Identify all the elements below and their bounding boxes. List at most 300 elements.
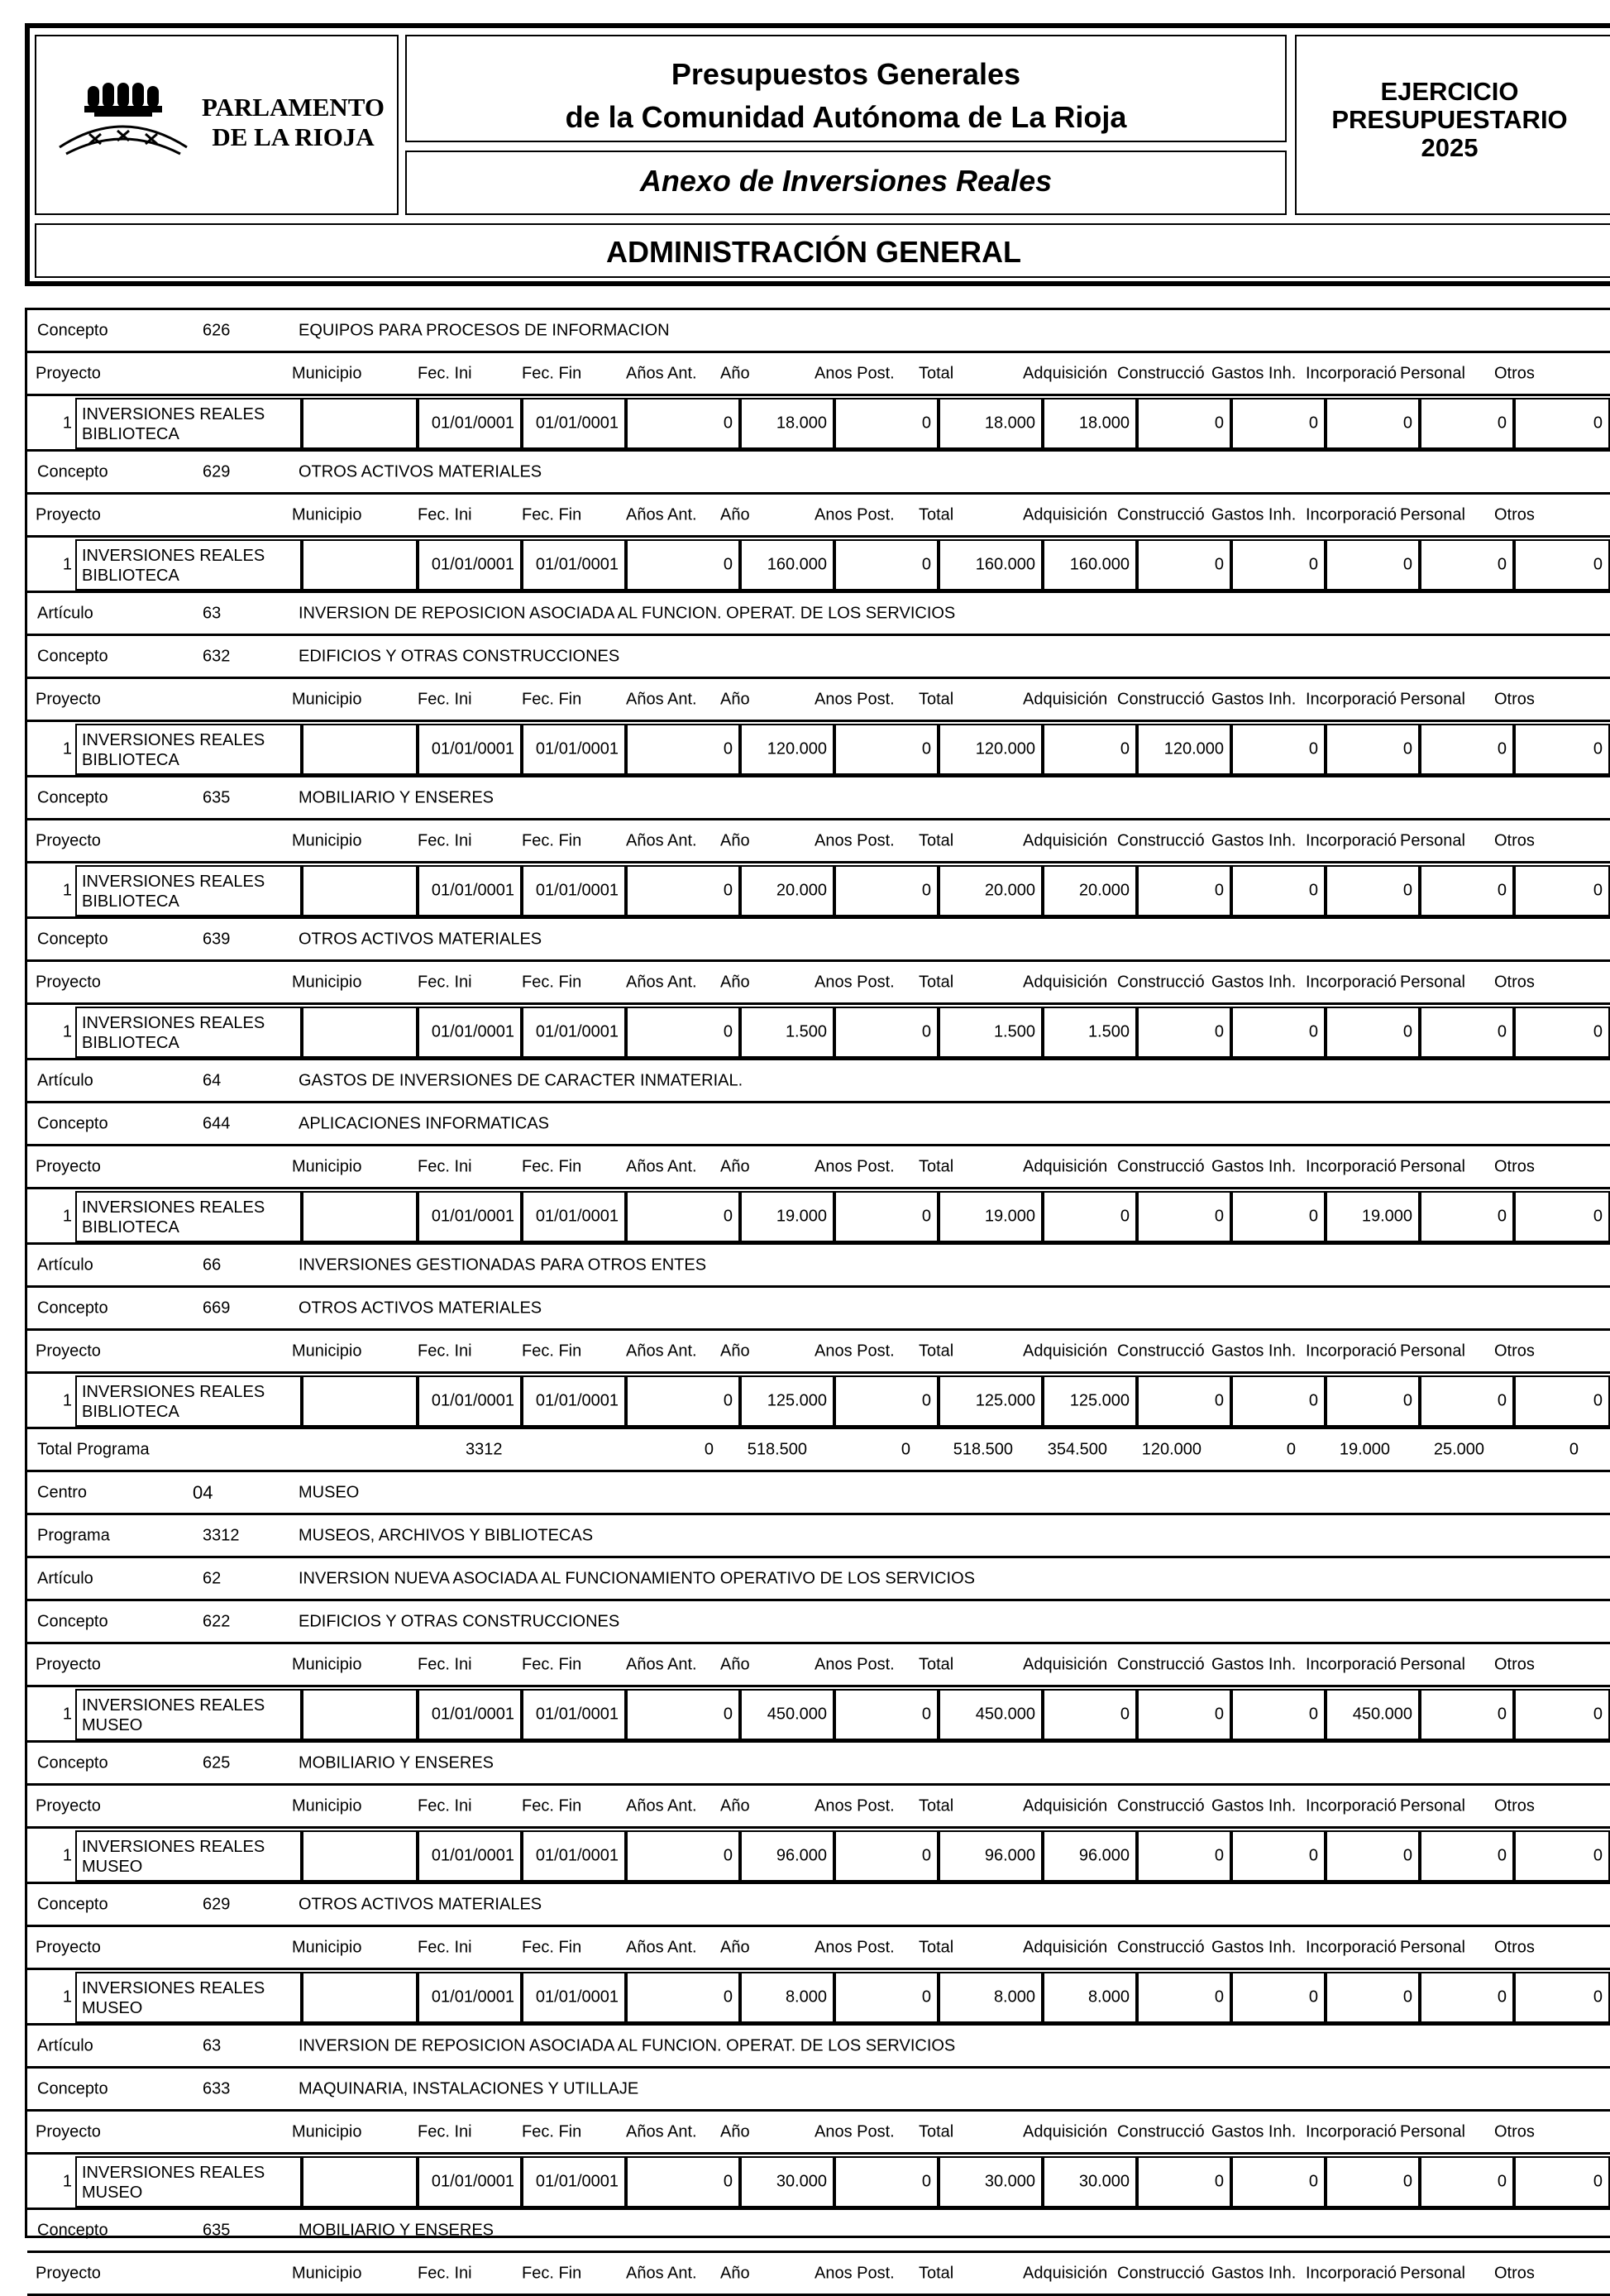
row-code: 632 — [203, 647, 231, 665]
row-number-value: 1 — [62, 555, 72, 574]
adquisicion-cell — [1043, 724, 1137, 775]
total-anos_post: 0 — [901, 1440, 910, 1458]
column-header: Construcció — [1117, 973, 1205, 991]
personal-value: 0 — [1497, 414, 1507, 433]
incorporacion-cell — [1326, 1972, 1420, 2023]
column-header: Año — [720, 1796, 750, 1815]
adquisicion-value: 125.000 — [1069, 1391, 1130, 1410]
row-code: 62 — [203, 1569, 222, 1587]
row-number-value: 1 — [62, 1022, 72, 1041]
total-code: 3312 — [466, 1440, 503, 1458]
anos_ant-value: 0 — [723, 2172, 733, 2191]
anos_ant-value: 0 — [723, 1207, 733, 1226]
column-header-row — [27, 1644, 1610, 1687]
logo-line-2: DE LA RIOJA — [212, 122, 375, 151]
column-header: Adquisición — [1023, 1796, 1108, 1815]
column-header: Municipio — [292, 505, 362, 524]
ano-cell — [740, 2156, 834, 2208]
otros-cell — [1514, 865, 1610, 916]
fec_ini-cell — [418, 1191, 522, 1242]
gastos-cell — [1231, 1375, 1326, 1427]
adquisicion-cell — [1043, 1972, 1137, 2023]
column-header: Fec. Fin — [522, 1157, 582, 1175]
gastos-value: 0 — [1308, 1846, 1318, 1865]
column-header: Otros — [1494, 2264, 1535, 2282]
column-header: Total — [919, 505, 954, 524]
row-type: Concepto — [37, 788, 108, 806]
personal-value: 0 — [1497, 555, 1507, 574]
anos_post-cell — [834, 1007, 939, 1058]
construccion-value: 0 — [1214, 414, 1224, 433]
fec_ini-cell — [418, 1972, 522, 2023]
column-header: Otros — [1494, 364, 1535, 382]
section-row-concepto — [27, 636, 1610, 679]
column-header: Proyecto — [36, 1157, 101, 1175]
logo-text — [202, 93, 385, 152]
anos_post-value: 0 — [921, 1207, 931, 1226]
column-header: Gastos Inh. — [1211, 690, 1297, 708]
project-name: INVERSIONES REALES BIBLIOTECA — [82, 405, 265, 443]
anos_ant-cell — [626, 1375, 740, 1427]
otros-value: 0 — [1593, 1846, 1603, 1865]
column-header: Otros — [1494, 1938, 1535, 1956]
fec_ini-value: 01/01/0001 — [431, 1987, 514, 2007]
gastos-value: 0 — [1308, 555, 1318, 574]
otros-cell — [1514, 2156, 1610, 2208]
ano-cell — [740, 1830, 834, 1882]
fec_ini-value: 01/01/0001 — [431, 555, 514, 574]
incorporacion-value: 0 — [1402, 2172, 1412, 2191]
total-gastos: 0 — [1286, 1440, 1296, 1458]
column-header: Fec. Ini — [418, 364, 472, 382]
column-header: Proyecto — [36, 973, 101, 991]
gastos-cell — [1231, 724, 1326, 775]
section-row-concepto — [27, 1288, 1610, 1331]
column-header: Gastos Inh. — [1211, 1342, 1297, 1360]
column-header: Anos Post. — [815, 364, 895, 382]
column-header: Otros — [1494, 2122, 1535, 2141]
project-name: INVERSIONES REALES BIBLIOTECA — [82, 547, 265, 585]
row-code: 625 — [203, 1753, 231, 1772]
otros-value: 0 — [1593, 1391, 1603, 1410]
ano-value: 160.000 — [767, 555, 827, 574]
personal-cell — [1420, 1972, 1514, 2023]
column-header: Anos Post. — [815, 1655, 895, 1673]
column-header: Gastos Inh. — [1211, 2264, 1297, 2282]
row-description: EDIFICIOS Y OTRAS CONSTRUCCIONES — [299, 1612, 620, 1630]
column-header: Personal — [1400, 1655, 1465, 1673]
ejercicio-label — [1297, 78, 1603, 162]
incorporacion-value: 0 — [1402, 739, 1412, 758]
construccion-cell — [1137, 724, 1231, 775]
fec_fin-value: 01/01/0001 — [535, 1705, 619, 1724]
municipio-cell — [302, 1007, 418, 1058]
project-name-cell — [75, 1007, 302, 1058]
incorporacion-cell — [1326, 398, 1420, 449]
row-code: 633 — [203, 2079, 231, 2097]
column-header: Otros — [1494, 1342, 1535, 1360]
anos_post-value: 0 — [921, 1022, 931, 1041]
gastos-cell — [1231, 1830, 1326, 1882]
fec_ini-value: 01/01/0001 — [431, 881, 514, 900]
total-incorporacion: 19.000 — [1339, 1440, 1390, 1458]
column-header: Años Ant. — [626, 1796, 697, 1815]
incorporacion-cell — [1326, 539, 1420, 591]
incorporacion-cell — [1326, 1191, 1420, 1242]
section-row-concepto — [27, 310, 1610, 353]
column-header-row — [27, 1146, 1610, 1189]
project-name-cell — [75, 865, 302, 916]
anos_post-cell — [834, 2156, 939, 2208]
column-header-row — [27, 1331, 1610, 1374]
column-header: Total — [919, 364, 954, 382]
anos_post-value: 0 — [921, 881, 931, 900]
total-cell — [939, 724, 1043, 775]
municipio-cell — [302, 1375, 418, 1427]
gastos-value: 0 — [1308, 1705, 1318, 1724]
construccion-cell — [1137, 1972, 1231, 2023]
column-header: Incorporació — [1306, 1796, 1397, 1815]
column-header: Gastos Inh. — [1211, 1157, 1297, 1175]
row-number — [27, 865, 75, 916]
otros-value: 0 — [1593, 1705, 1603, 1724]
ano-value: 1.500 — [785, 1022, 827, 1041]
column-header: Otros — [1494, 505, 1535, 524]
column-header-row — [27, 679, 1610, 722]
column-header: Anos Post. — [815, 2264, 895, 2282]
column-header: Fec. Fin — [522, 831, 582, 849]
section-row-concepto — [27, 1884, 1610, 1927]
fec_fin-cell — [522, 539, 626, 591]
personal-cell — [1420, 2156, 1514, 2208]
section-row-concepto — [27, 919, 1610, 962]
column-header: Municipio — [292, 1342, 362, 1360]
municipio-cell — [302, 1972, 418, 2023]
column-header: Año — [720, 1938, 750, 1956]
fec_ini-cell — [418, 398, 522, 449]
total-cell — [939, 1689, 1043, 1740]
fec_fin-value: 01/01/0001 — [535, 739, 619, 758]
fec_fin-cell — [522, 1007, 626, 1058]
row-description: EDIFICIOS Y OTRAS CONSTRUCCIONES — [299, 647, 620, 665]
row-code: 63 — [203, 604, 222, 622]
anos_ant-cell — [626, 539, 740, 591]
otros-cell — [1514, 724, 1610, 775]
ejercicio-line-1: EJERCICIO — [1380, 77, 1519, 106]
column-header: Anos Post. — [815, 1796, 895, 1815]
otros-value: 0 — [1593, 881, 1603, 900]
project-name: INVERSIONES REALES MUSEO — [82, 1838, 265, 1876]
column-header: Año — [720, 690, 750, 708]
anos_ant-cell — [626, 865, 740, 916]
column-header: Total — [919, 1655, 954, 1673]
anos_ant-cell — [626, 2156, 740, 2208]
incorporacion-value: 19.000 — [1361, 1207, 1412, 1226]
column-header: Incorporació — [1306, 2264, 1397, 2282]
incorporacion-value: 0 — [1402, 1391, 1412, 1410]
column-header: Incorporació — [1306, 690, 1397, 708]
row-type: Concepto — [37, 647, 108, 665]
budget-table — [25, 308, 1610, 2282]
total-construccion: 120.000 — [1141, 1440, 1202, 1458]
row-number-value: 1 — [62, 739, 72, 758]
column-header: Anos Post. — [815, 831, 895, 849]
column-header: Años Ant. — [626, 1655, 697, 1673]
project-name: INVERSIONES REALES BIBLIOTECA — [82, 873, 265, 911]
total-value: 8.000 — [993, 1987, 1035, 2007]
section-row-concepto — [27, 777, 1610, 820]
construccion-cell — [1137, 1375, 1231, 1427]
ano-cell — [740, 1191, 834, 1242]
ano-value: 20.000 — [776, 881, 827, 900]
anos_post-cell — [834, 865, 939, 916]
ejercicio-line-2: PRESUPUESTARIO — [1331, 105, 1568, 134]
column-header: Año — [720, 973, 750, 991]
column-header: Municipio — [292, 1157, 362, 1175]
ano-value: 18.000 — [776, 414, 827, 433]
gastos-cell — [1231, 1972, 1326, 2023]
row-type: Artículo — [37, 2036, 93, 2054]
project-name-cell — [75, 1972, 302, 2023]
adquisicion-cell — [1043, 1689, 1137, 1740]
table-row — [27, 2155, 1610, 2210]
column-header: Proyecto — [36, 1938, 101, 1956]
column-header: Adquisición — [1023, 690, 1108, 708]
anos_ant-value: 0 — [723, 739, 733, 758]
column-header: Construcció — [1117, 2264, 1205, 2282]
column-header: Fec. Fin — [522, 973, 582, 991]
ano-value: 8.000 — [785, 1987, 827, 2007]
section-row-artículo — [27, 1558, 1610, 1601]
row-number — [27, 2156, 75, 2208]
construccion-value: 0 — [1214, 881, 1224, 900]
logo-box — [35, 35, 399, 215]
column-header: Año — [720, 1157, 750, 1175]
project-name-cell — [75, 1689, 302, 1740]
personal-value: 0 — [1497, 881, 1507, 900]
row-description: MAQUINARIA, INSTALACIONES Y UTILLAJE — [299, 2079, 639, 2097]
total-value: 450.000 — [975, 1705, 1035, 1724]
fec_fin-cell — [522, 724, 626, 775]
gastos-value: 0 — [1308, 1391, 1318, 1410]
column-header: Construcció — [1117, 1342, 1205, 1360]
fec_fin-value: 01/01/0001 — [535, 2172, 619, 2191]
ano-cell — [740, 1007, 834, 1058]
column-header: Gastos Inh. — [1211, 831, 1297, 849]
row-code: 669 — [203, 1299, 231, 1317]
anos_ant-value: 0 — [723, 414, 733, 433]
gastos-cell — [1231, 1689, 1326, 1740]
anos_post-cell — [834, 1689, 939, 1740]
subtitle-box — [405, 151, 1287, 215]
section-row-artículo — [27, 1060, 1610, 1103]
otros-cell — [1514, 1689, 1610, 1740]
incorporacion-cell — [1326, 1375, 1420, 1427]
column-header: Personal — [1400, 505, 1465, 524]
fec_ini-cell — [418, 724, 522, 775]
column-header: Años Ant. — [626, 973, 697, 991]
column-header: Adquisición — [1023, 364, 1108, 382]
row-code: 3312 — [203, 1526, 240, 1544]
construccion-cell — [1137, 1191, 1231, 1242]
column-header: Fec. Ini — [418, 1938, 472, 1956]
personal-value: 0 — [1497, 739, 1507, 758]
gastos-cell — [1231, 398, 1326, 449]
column-header: Fec. Ini — [418, 2264, 472, 2282]
column-header: Adquisición — [1023, 2264, 1108, 2282]
otros-value: 0 — [1593, 555, 1603, 574]
row-description: MOBILIARIO Y ENSERES — [299, 1753, 494, 1772]
column-header: Personal — [1400, 1796, 1465, 1815]
column-header: Adquisición — [1023, 1938, 1108, 1956]
row-number-value: 1 — [62, 881, 72, 900]
column-header: Municipio — [292, 1938, 362, 1956]
adquisicion-cell — [1043, 1830, 1137, 1882]
column-header: Fec. Ini — [418, 690, 472, 708]
column-header: Años Ant. — [626, 505, 697, 524]
project-name: INVERSIONES REALES MUSEO — [82, 1696, 265, 1734]
row-type: Programa — [37, 1526, 110, 1544]
fec_fin-value: 01/01/0001 — [535, 1391, 619, 1410]
project-name-cell — [75, 1191, 302, 1242]
otros-value: 0 — [1593, 739, 1603, 758]
column-header: Otros — [1494, 1157, 1535, 1175]
column-header: Gastos Inh. — [1211, 1938, 1297, 1956]
column-header: Año — [720, 364, 750, 382]
personal-cell — [1420, 1007, 1514, 1058]
gastos-cell — [1231, 865, 1326, 916]
column-header: Municipio — [292, 690, 362, 708]
project-name-cell — [75, 724, 302, 775]
adquisicion-cell — [1043, 1007, 1137, 1058]
fec_fin-cell — [522, 1689, 626, 1740]
project-name: INVERSIONES REALES BIBLIOTECA — [82, 1014, 265, 1052]
column-header: Año — [720, 831, 750, 849]
column-header: Fec. Ini — [418, 1342, 472, 1360]
fec_ini-value: 01/01/0001 — [431, 2172, 514, 2191]
row-code: 635 — [203, 788, 231, 806]
gastos-value: 0 — [1308, 1022, 1318, 1041]
table-row — [27, 1829, 1610, 1884]
otros-cell — [1514, 1830, 1610, 1882]
adquisicion-value: 96.000 — [1078, 1846, 1130, 1865]
row-type: Concepto — [37, 2221, 108, 2239]
row-number — [27, 1972, 75, 2023]
column-header: Construcció — [1117, 2122, 1205, 2141]
personal-cell — [1420, 539, 1514, 591]
fec_fin-cell — [522, 1830, 626, 1882]
gastos-cell — [1231, 1007, 1326, 1058]
construccion-cell — [1137, 1830, 1231, 1882]
section-title: ADMINISTRACIÓN GENERAL — [606, 235, 1021, 269]
incorporacion-value: 450.000 — [1352, 1705, 1412, 1724]
total-value: 96.000 — [984, 1846, 1035, 1865]
fec_fin-cell — [522, 2156, 626, 2208]
total-value: 125.000 — [975, 1391, 1035, 1410]
total-cell — [939, 1191, 1043, 1242]
row-description: INVERSION DE REPOSICION ASOCIADA AL FUNCION. OPERAT. DE LOS SERVICIOS — [299, 2036, 956, 2054]
column-header: Proyecto — [36, 2264, 101, 2282]
anos_ant-value: 0 — [723, 1022, 733, 1041]
column-header: Construcció — [1117, 364, 1205, 382]
column-header: Municipio — [292, 1796, 362, 1815]
row-number — [27, 1007, 75, 1058]
column-header: Otros — [1494, 690, 1535, 708]
gastos-cell — [1231, 1191, 1326, 1242]
column-header: Incorporació — [1306, 1157, 1397, 1175]
anos_ant-cell — [626, 1191, 740, 1242]
column-header: Fec. Fin — [522, 1796, 582, 1815]
column-header: Personal — [1400, 831, 1465, 849]
column-header: Fec. Fin — [522, 1655, 582, 1673]
column-header: Total — [919, 831, 954, 849]
fec_fin-value: 01/01/0001 — [535, 1207, 619, 1226]
column-header: Personal — [1400, 690, 1465, 708]
incorporacion-value: 0 — [1402, 1022, 1412, 1041]
column-header: Gastos Inh. — [1211, 1655, 1297, 1673]
total-anos_ant: 0 — [704, 1440, 714, 1458]
incorporacion-cell — [1326, 1689, 1420, 1740]
column-header: Fec. Fin — [522, 364, 582, 382]
column-header-row — [27, 353, 1610, 396]
section-row-concepto — [27, 2210, 1610, 2253]
title-line-2: de la Comunidad Autónoma de La Rioja — [565, 100, 1127, 134]
otros-cell — [1514, 1191, 1610, 1242]
column-header-row — [27, 962, 1610, 1005]
column-header: Incorporació — [1306, 1938, 1397, 1956]
column-header: Incorporació — [1306, 505, 1397, 524]
fec_ini-cell — [418, 1830, 522, 1882]
adquisicion-value: 8.000 — [1087, 1987, 1130, 2007]
column-header-row — [27, 1786, 1610, 1829]
fec_ini-cell — [418, 1375, 522, 1427]
ano-value: 30.000 — [776, 2172, 827, 2191]
project-name-cell — [75, 2156, 302, 2208]
anos_post-cell — [834, 1191, 939, 1242]
row-number — [27, 724, 75, 775]
construccion-value: 0 — [1214, 1846, 1224, 1865]
otros-cell — [1514, 1375, 1610, 1427]
project-name: INVERSIONES REALES MUSEO — [82, 1979, 265, 2017]
row-number-value: 1 — [62, 414, 72, 433]
otros-value: 0 — [1593, 1022, 1603, 1041]
incorporacion-value: 0 — [1402, 1846, 1412, 1865]
column-header: Anos Post. — [815, 505, 895, 524]
column-header: Total — [919, 1796, 954, 1815]
ano-cell — [740, 865, 834, 916]
anos_post-value: 0 — [921, 1987, 931, 2007]
anos_post-cell — [834, 1972, 939, 2023]
incorporacion-value: 0 — [1402, 881, 1412, 900]
otros-cell — [1514, 1972, 1610, 2023]
ano-cell — [740, 1972, 834, 2023]
column-header: Otros — [1494, 831, 1535, 849]
construccion-value: 0 — [1214, 1987, 1224, 2007]
personal-cell — [1420, 724, 1514, 775]
row-description: MUSEOS, ARCHIVOS Y BIBLIOTECAS — [299, 1526, 594, 1544]
gastos-value: 0 — [1308, 739, 1318, 758]
fec_ini-value: 01/01/0001 — [431, 1391, 514, 1410]
total-value: 1.500 — [993, 1022, 1035, 1041]
anos_post-value: 0 — [921, 414, 931, 433]
row-type: Concepto — [37, 1895, 108, 1913]
gastos-value: 0 — [1308, 2172, 1318, 2191]
column-header: Adquisición — [1023, 505, 1108, 524]
column-header: Proyecto — [36, 2122, 101, 2141]
otros-value: 0 — [1593, 2172, 1603, 2191]
incorporacion-cell — [1326, 1830, 1420, 1882]
column-header: Otros — [1494, 1655, 1535, 1673]
